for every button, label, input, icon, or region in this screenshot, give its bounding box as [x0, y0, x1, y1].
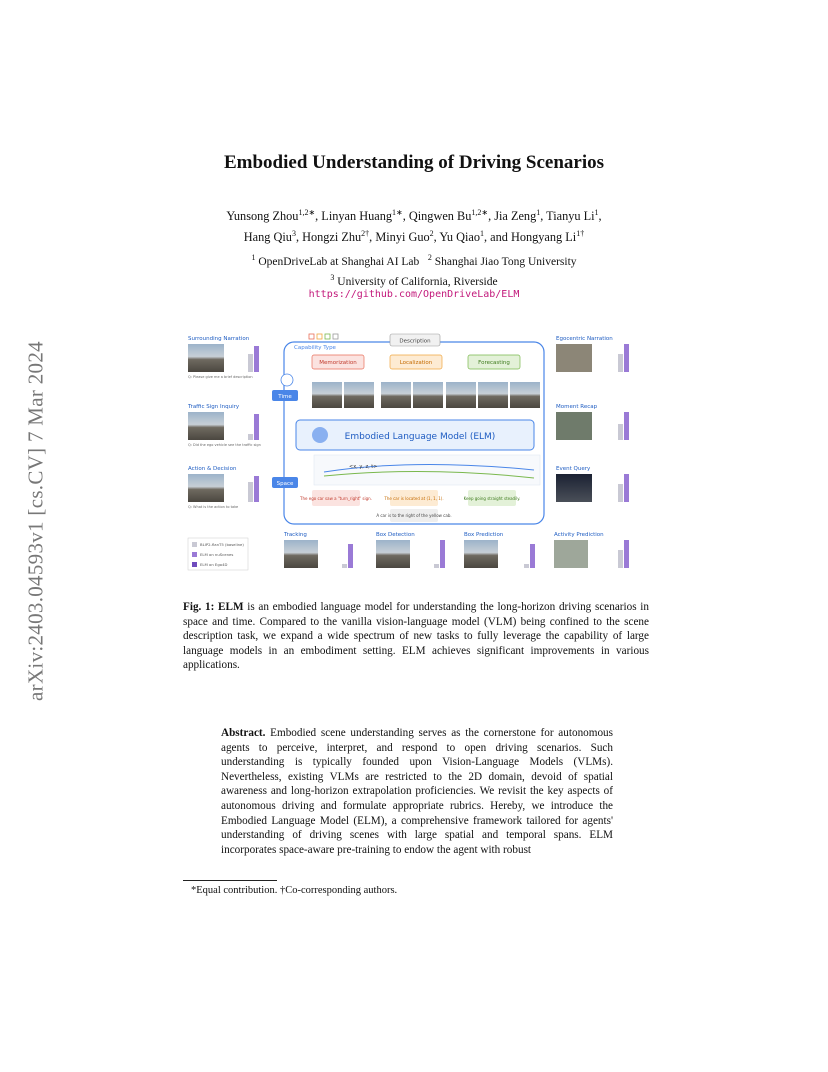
svg-text:Activity Prediction: Activity Prediction — [554, 532, 604, 538]
figure-1-graphic — [184, 330, 644, 590]
abstract — [221, 726, 613, 857]
svg-text:Memorization: Memorization — [319, 360, 357, 366]
figure-1 — [184, 330, 644, 590]
svg-text:Box Prediction: Box Prediction — [464, 532, 504, 538]
arxiv-identifier: arXiv:2403.04593v1 [cs.CV] 7 Mar 2024 — [23, 341, 48, 701]
svg-text:Event Query: Event Query — [556, 466, 591, 472]
caption-text: is an embodied language model for understanding the long-horizon driving scenarios in space and time. Compared to the vanilla vision-language model (VLM) being confined to the scene description task, we expand a wide spectrum of new tasks to fully leverage the capability of large language models in an embodiment setting. ELM achieves significant improvements in various applications. — [183, 601, 649, 672]
right-panel-2 — [556, 404, 629, 440]
right-panel-3 — [556, 466, 629, 502]
svg-text:Q: Did the ego vehicle see the: Q: Did the ego vehicle see the traffic sign — [188, 443, 261, 447]
bottom-panel-1 — [283, 532, 353, 568]
affiliations: $^1$ OpenDriveLab at Shanghai AI Lab $^2$ Shanghai Jiao Tong University $^3$ University of California, Riverside — [251, 253, 577, 288]
svg-text:A car is to the right of the y: A car is to the right of the yellow cab. — [376, 513, 452, 518]
svg-text:Q: What is the action to take: Q: What is the action to take — [188, 505, 239, 509]
svg-text:Q: Please give me a brief desc: Q: Please give me a brief description — [188, 375, 253, 379]
abstract-label: Abstract. — [221, 727, 266, 739]
footnote-rule — [183, 880, 277, 881]
svg-text:Action & Decision: Action & Decision — [188, 466, 237, 472]
svg-text:The ego car saw a "turn_right": The ego car saw a "turn_right" sign. — [300, 496, 372, 501]
left-panel-3 — [188, 466, 259, 509]
bottom-panel-3 — [464, 532, 535, 568]
svg-text:ELM on nuScenes: ELM on nuScenes — [200, 552, 234, 557]
svg-text:<x, y, z, t>: <x, y, z, t> — [349, 464, 378, 470]
svg-text:Forecasting: Forecasting — [478, 360, 510, 366]
figure-caption — [183, 600, 649, 673]
svg-text:Description: Description — [399, 338, 431, 345]
svg-text:Surrounding Narration: Surrounding Narration — [188, 336, 250, 342]
svg-text:Traffic Sign Inquiry: Traffic Sign Inquiry — [188, 404, 240, 410]
svg-text:Box Detection: Box Detection — [376, 532, 415, 538]
caption-label: Fig. 1: ELM — [183, 601, 244, 613]
svg-text:Localization: Localization — [399, 360, 433, 366]
svg-text:Keep going straight steadily.: Keep going straight steadily. — [463, 496, 521, 501]
bottom-panel-4 — [554, 532, 629, 568]
svg-text:The car is located at (1, 1, 1: The car is located at (1, 1, 1). — [384, 496, 444, 501]
abstract-text: Embodied scene understanding serves as the cornerstone for autonomous agents to perceive, interpret, and respond to open driving scenarios. Such understanding is typically founded upon Vision-Language Models (VLMs). Nevertheless, existing VLMs are restricted to the 2D domain, devoid of spatial awareness and long-horizon extrapolation proficiencies. We revisit the key aspects of autonomous driving and formulate appropriate rubrics. Hereby, we introduce the Embodied Language Model (ELM), a comprehensive framework tailored for agents' understanding of driving scenes with large spatial and temporal spans. ELM incorporates space-aware pre-training to endow the agent with robust — [221, 727, 613, 856]
svg-text:Egocentric Narration: Egocentric Narration — [556, 336, 613, 342]
bottom-panel-2 — [376, 532, 445, 568]
author-list: Yunsong Zhou$^{1,2∗}$, Linyan Huang$^{1∗}$, Qingwen $Bu^{1,2∗}$, Jia Zeng$^1$, Tianyu Li$^1$, Hang Qiu$^3$, Hongzi Zhu$^{2\dagger}$, Minyi Guo$^2$, Yu Qiao$^1$, and Hongyang $Li^{1\dagger}$ — [226, 208, 602, 245]
paper-title: Embodied Understanding of Driving Scenarios — [223, 152, 605, 173]
svg-text:Tracking: Tracking — [284, 532, 307, 538]
svg-text:ELM on Ego4D: ELM on Ego4D — [200, 562, 228, 567]
right-panel-1 — [556, 336, 629, 372]
footnote: *Equal contribution. †Co-corresponding authors. — [191, 885, 398, 896]
svg-text:Time: Time — [278, 394, 292, 400]
svg-text:BLIP2-flanT5 (baseline): BLIP2-flanT5 (baseline) — [200, 542, 244, 547]
svg-text:Space: Space — [276, 481, 294, 487]
project-url[interactable]: https://github.com/OpenDriveLab/ELM — [308, 289, 520, 300]
left-panel-2 — [187, 404, 261, 447]
svg-text:Capability Type: Capability Type — [294, 345, 336, 351]
svg-text:Embodied Language Model (ELM): Embodied Language Model (ELM) — [344, 432, 496, 442]
left-panel-1 — [188, 336, 259, 379]
svg-text:Moment Recap: Moment Recap — [556, 404, 598, 410]
